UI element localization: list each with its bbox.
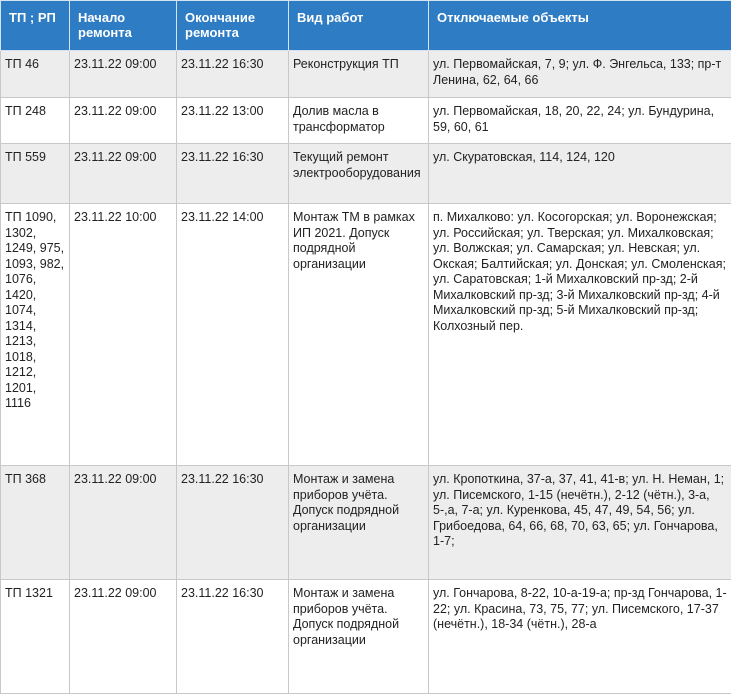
cell-start: 23.11.22 09:00 [70,580,177,694]
header-tp: ТП ; РП [1,1,70,51]
cell-tp: ТП 368 [1,466,70,580]
cell-start: 23.11.22 10:00 [70,204,177,466]
table-row [1,580,731,694]
table-row [1,144,731,204]
table-row [1,98,731,144]
table-row [1,466,731,580]
cell-work-type: Монтаж ТМ в рамках ИП 2021. Допуск подрядной организации [289,204,429,466]
cell-end: 23.11.22 16:30 [177,51,289,98]
header-row [1,1,731,51]
cell-tp: ТП 46 [1,51,70,98]
cell-end: 23.11.22 16:30 [177,580,289,694]
table-row [1,204,731,466]
cell-tp: ТП 1090, 1302, 1249, 975, 1093, 982, 1076, 1420, 1074, 1314, 1213, 1018, 1212, 1201, 1116 [1,204,70,466]
table-header [1,1,731,51]
cell-objects: ул. Первомайская, 18, 20, 22, 24; ул. Бундурина, 59, 60, 61 [429,98,731,144]
cell-work-type: Монтаж и замена приборов учёта. Допуск подрядной организации [289,466,429,580]
cell-end: 23.11.22 16:30 [177,144,289,204]
cell-objects: ул. Кропоткина, 37-а, 37, 41, 41-в; ул. Н. Неман, 1; ул. Писемского, 1-15 (нечётн.), 2-12 (чётн.), 3-а, 5-,а, 7-а; ул. Куренкова, 45, 47, 49, 54, 56; ул. Грибоедова, 64, 66, 68, 70, 63, 65; ул. Гончарова, 1-7; [429,466,731,580]
cell-work-type: Монтаж и замена приборов учёта. Допуск подрядной организации [289,580,429,694]
cell-objects: п. Михалково: ул. Косогорская; ул. Воронежская; ул. Российская; ул. Тверская; ул. Михалковская; ул. Волжская; ул. Самарская; ул. Невская; ул. Окская; Балтийская; ул. Донская; ул. Смоленская; ул. Саратовская; 1-й Михалковский пр-зд; 2-й Михалковский пр-зд; 3-й Михалковский пр-зд; 4-й Михалковский пр-зд; 5-й Михалковский пр-зд; Колхозный пер. [429,204,731,466]
cell-work-type: Долив масла в трансформатор [289,98,429,144]
cell-start: 23.11.22 09:00 [70,466,177,580]
cell-work-type: Реконструкция ТП [289,51,429,98]
cell-tp: ТП 248 [1,98,70,144]
cell-objects: ул. Скуратовская, 114, 124, 120 [429,144,731,204]
cell-end: 23.11.22 16:30 [177,466,289,580]
table-body [1,51,731,694]
cell-objects: ул. Первомайская, 7, 9; ул. Ф. Энгельса, 133; пр-т Ленина, 62, 64, 66 [429,51,731,98]
cell-objects: ул. Гончарова, 8-22, 10-а-19-а; пр-зд Гончарова, 1-22; ул. Красина, 73, 75, 77; ул. Писемского, 17-37 (нечётн.), 18-34 (чётн.), 28-а [429,580,731,694]
cell-start: 23.11.22 09:00 [70,51,177,98]
cell-start: 23.11.22 09:00 [70,98,177,144]
table-row [1,51,731,98]
cell-end: 23.11.22 13:00 [177,98,289,144]
cell-tp: ТП 1321 [1,580,70,694]
header-objects: Отключаемые объекты [429,1,731,51]
cell-work-type: Текущий ремонт электрооборудования [289,144,429,204]
cell-start: 23.11.22 09:00 [70,144,177,204]
cell-tp: ТП 559 [1,144,70,204]
cell-end: 23.11.22 14:00 [177,204,289,466]
header-start: Начало ремонта [70,1,177,51]
header-work-type: Вид работ [289,1,429,51]
header-end: Окончание ремонта [177,1,289,51]
